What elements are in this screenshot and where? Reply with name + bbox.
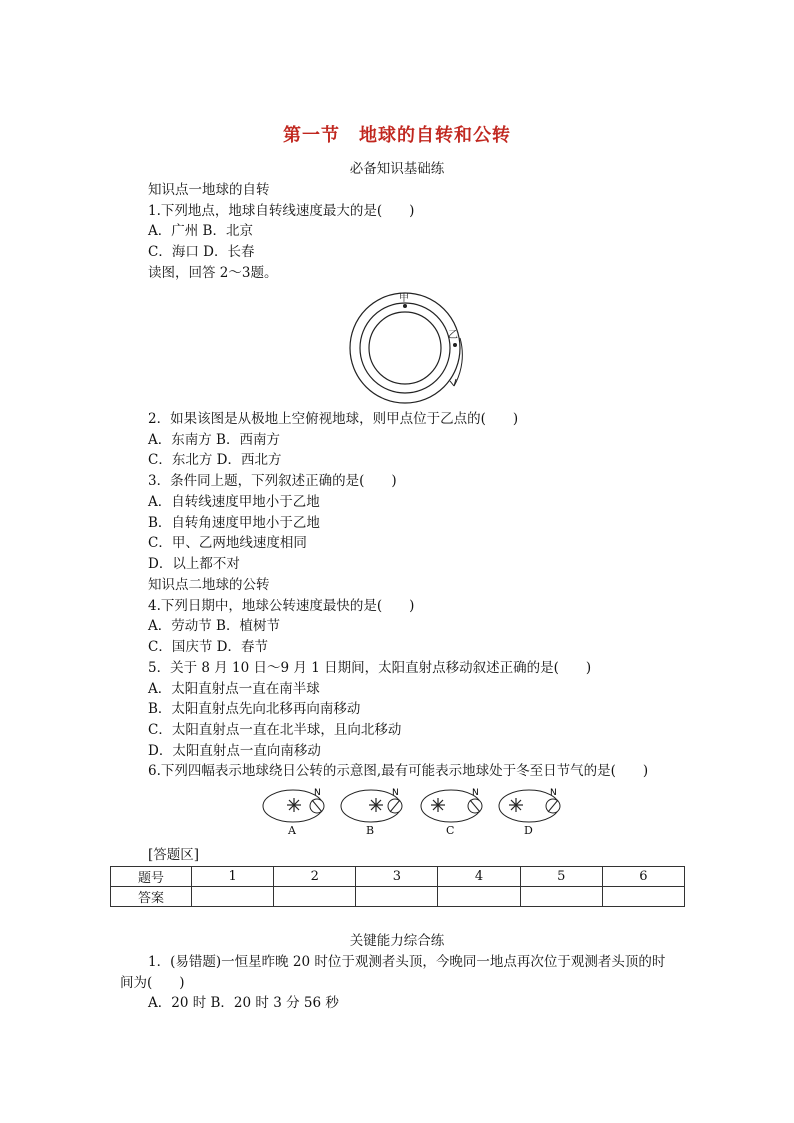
question-2-stem: 2．如果该图是从极地上空俯视地球，则甲点位于乙点的( ) [148,411,519,427]
knowledge-point-1: 知识点一地球的自转 [148,182,270,198]
question-3-stem: 3．条件同上题，下列叙述正确的是( ) [148,473,397,489]
answer-table-number: 6 [602,867,684,887]
question-1-stem: 1.下列地点，地球自转线速度最大的是( ) [148,203,415,219]
question-1-options-cd: C．海口 D．长春 [148,244,255,260]
orbit-label-b: B [366,824,375,837]
orbit-figure-d [496,785,566,827]
answer-cell-3[interactable] [356,887,438,907]
sun-icon [287,798,301,812]
question-4-options-cd: C．国庆节 D．春节 [148,639,268,655]
orbit-label-d: D [524,824,533,837]
question-5-stem: 5．关于 8 月 10 日～9 月 1 日期间，太阳直射点移动叙述正确的是( ) [148,660,592,676]
north-label: N [392,788,399,798]
knowledge-point-2: 知识点二地球的公转 [148,577,270,593]
question-4-options-ab: A．劳动节 B．植树节 [148,618,280,634]
orbit-figure-a [260,785,330,827]
question-2-options-ab: A．东南方 B．西南方 [148,432,280,448]
section-heading-advanced: 关键能力综合练 [349,933,445,949]
question-4-stem: 4.下列日期中，地球公转速度最快的是( ) [148,598,415,614]
question-5-option-d: D．太阳直射点一直向南移动 [148,743,321,759]
question-1-options-ab: A．广州 B．北京 [148,223,253,239]
north-label: N [472,788,479,798]
orbit-label-c: C [446,824,455,837]
answer-cell-2[interactable] [274,887,356,907]
answer-table-answer-label: 答案 [111,887,192,907]
answer-table-number: 1 [192,867,274,887]
question-5-option-a: A．太阳直射点一直在南半球 [148,681,320,697]
answer-cell-1[interactable] [192,887,274,907]
polar-view-figure [340,286,470,406]
section-heading-basic: 必备知识基础练 [349,161,445,177]
question-6-stem: 6.下列四幅表示地球绕日公转的示意图,最有可能表示地球处于冬至日节气的是( ) [148,763,649,779]
answer-table-number: 4 [438,867,520,887]
figure-label-yi: 乙 [448,330,458,341]
north-label: N [550,788,557,798]
answer-table-header-row [111,867,685,887]
page-title: 第一节 地球的自转和公转 [283,125,511,146]
orbit-figure-c [418,785,488,827]
figure-label-jia: 甲 [399,293,409,304]
question-3-option-b: B．自转角速度甲地小于乙地 [148,515,320,531]
question-3-option-a: A．自转线速度甲地小于乙地 [148,494,320,510]
answer-table-header-label: 题号 [111,867,192,887]
question-7-stem-line1: 1．(易错题)一恒星昨晚 20 时位于观测者头顶，今晚同一地点再次位于观测者头顶的时 [148,954,666,970]
answer-cell-6[interactable] [602,887,684,907]
orbit-label-a: A [288,824,296,837]
question-7-options-ab: A．20 时 B．20 时 3 分 56 秒 [148,995,339,1011]
question-5-option-c: C．太阳直射点一直在北半球，且向北移动 [148,722,402,738]
answer-table-number: 5 [520,867,602,887]
answer-cell-5[interactable] [520,887,602,907]
answer-table-number: 2 [274,867,356,887]
answer-table-answer-row [111,887,685,907]
sun-icon [509,798,523,812]
read-figure-prompt: 读图，回答 2～3题。 [148,265,278,281]
answer-table-number: 3 [356,867,438,887]
question-5-option-b: B．太阳直射点先向北移再向南移动 [148,701,361,717]
question-3-option-d: D．以上都不对 [148,556,240,572]
question-7-stem-line2: 间为( ) [120,975,185,991]
question-3-option-c: C．甲、乙两地线速度相同 [148,535,307,551]
question-2-options-cd: C．东北方 D．西北方 [148,452,282,468]
answer-area-label: [答题区] [148,847,200,863]
sun-icon [431,798,445,812]
orbit-figure-b [338,785,408,827]
sun-icon [369,798,383,812]
answer-table [110,866,685,907]
north-label: N [314,788,321,798]
answer-cell-4[interactable] [438,887,520,907]
